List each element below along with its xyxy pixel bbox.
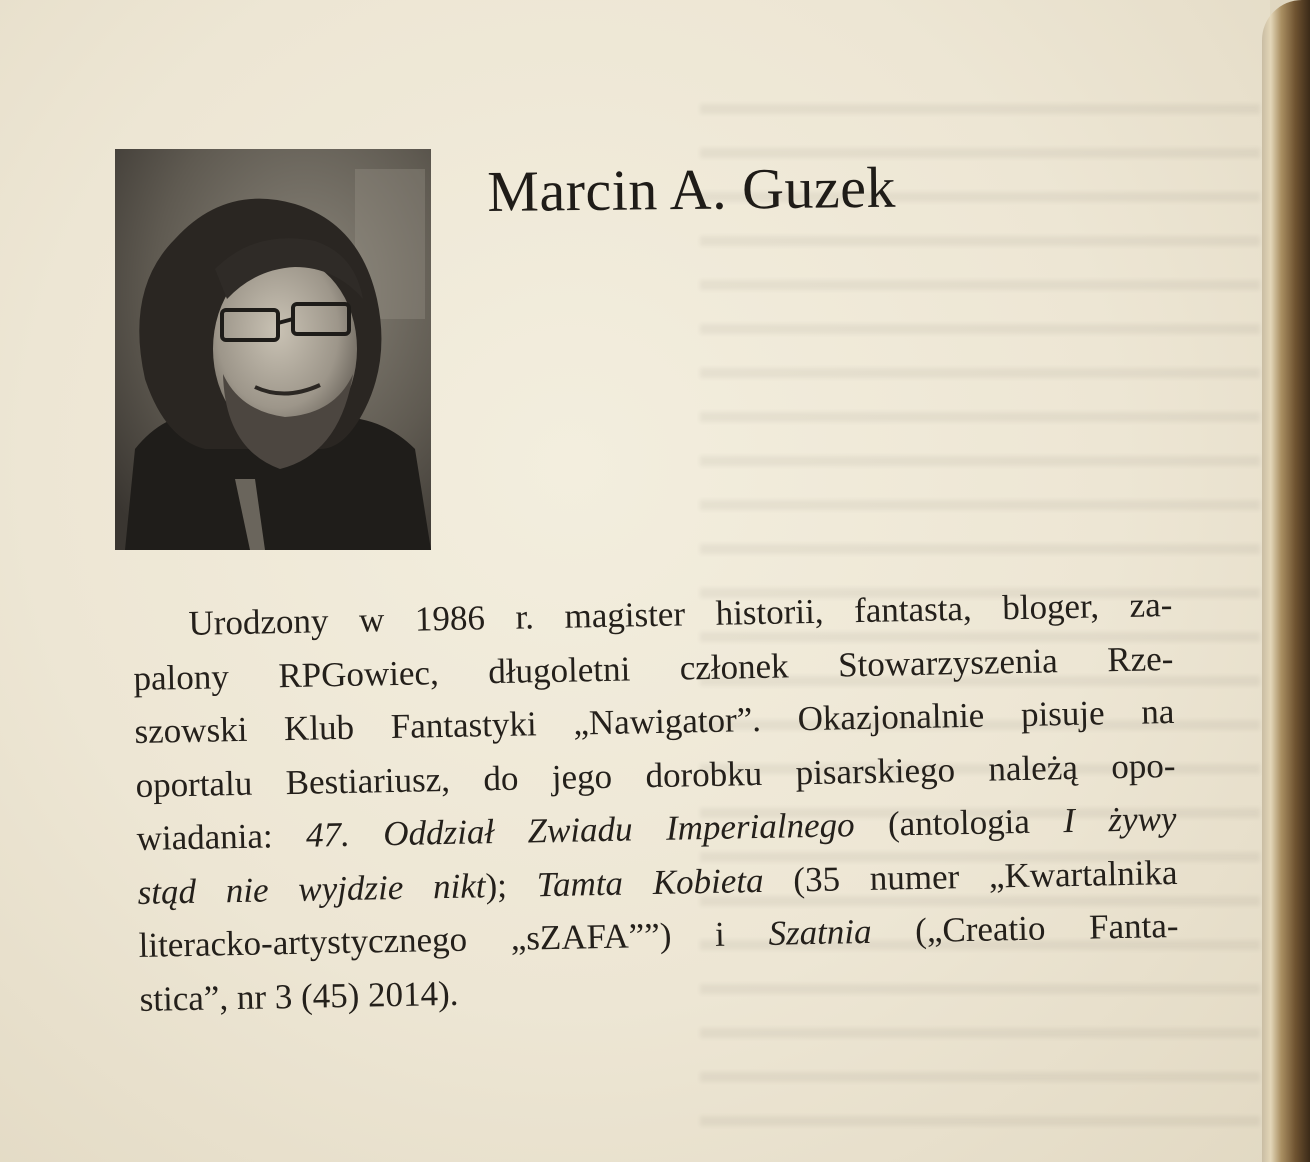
author-portrait-photo [115, 149, 431, 550]
author-portrait [115, 149, 431, 550]
bio-line: oportalu Bestiariusz, do jego dorobku pisarskiego należą opo- [135, 745, 1176, 805]
anthology-title: I żywy [1062, 798, 1177, 841]
bio-text: literacko-artystycznego „sZAFA””) i [138, 913, 769, 965]
author-name: Marcin A. Guzek [486, 154, 897, 224]
story-title: Tamta Kobieta [536, 860, 764, 904]
bio-text: ); [485, 864, 538, 905]
bio-text: wiadania: [136, 815, 307, 858]
bio-line: Urodzony w 1986 r. magister historii, fantasta, bloger, za- [188, 585, 1173, 643]
bio-line: palony RPGowiec, długoletni członek Stowarzyszenia Rze- [133, 638, 1174, 698]
bio-line: stica”, nr 3 (45) 2014). [139, 973, 459, 1019]
story-title: 47. Oddział Zwiadu Imperialnego [305, 805, 855, 855]
author-bio [132, 578, 1180, 1026]
book-edge [1262, 0, 1310, 1162]
bio-text: (antologia [854, 801, 1064, 845]
bio-line: szowski Klub Fantastyki „Nawigator”. Okazjonalnie pisuje na [134, 692, 1175, 751]
anthology-title: stąd nie wyjdzie nikt [137, 865, 486, 912]
bio-text: (35 numer „Kwartalnika [763, 852, 1178, 900]
story-title: Szatnia [768, 911, 872, 953]
bio-text: („Creatio Fanta- [871, 905, 1179, 951]
